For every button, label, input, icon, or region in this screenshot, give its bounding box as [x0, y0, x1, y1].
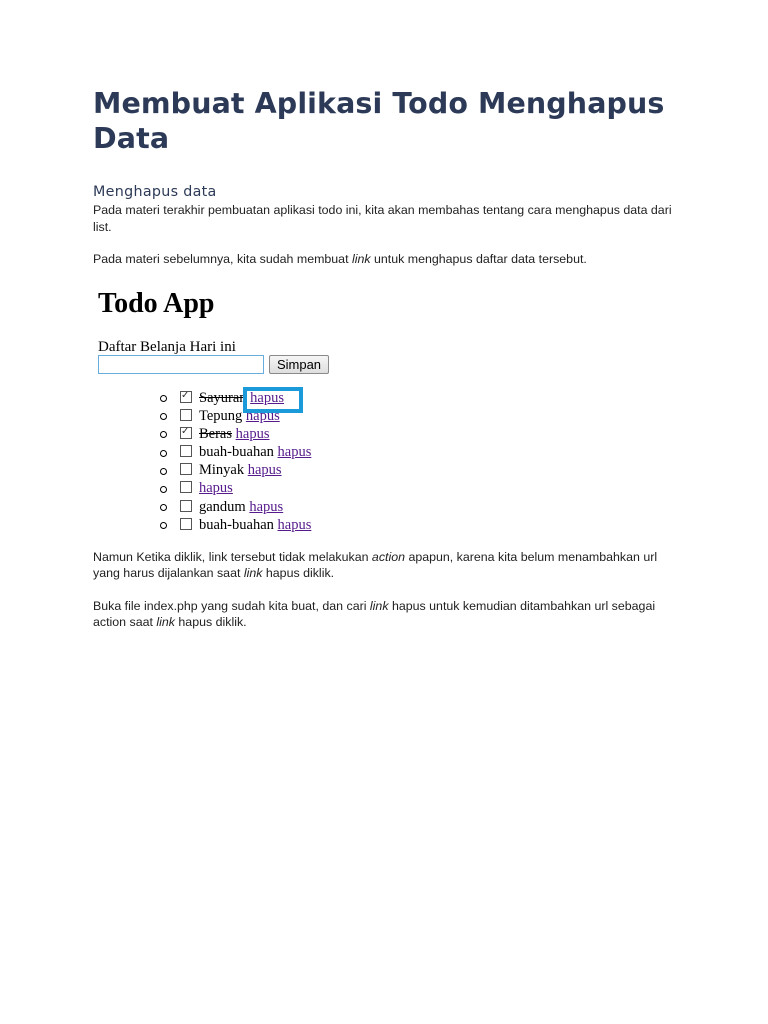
todo-item-text: buah-buahan [199, 444, 274, 461]
todo-item-body [199, 479, 233, 497]
todo-checkbox[interactable] [180, 500, 192, 512]
todo-item-text: buah-buahan [199, 516, 274, 533]
delete-link[interactable]: hapus [250, 389, 284, 406]
emphasis-text: link [156, 615, 175, 629]
paragraph-text: Buka file index.php yang sudah kita buat, dan cari [93, 598, 370, 613]
paragraph-text: Namun Ketika diklik, link tersebut tidak melakukan [93, 549, 372, 564]
delete-link[interactable]: hapus [199, 480, 233, 497]
paragraph-text: apapun, karena kita belum menambahkan url yang harus dijalankan saat [93, 549, 658, 580]
todo-checkbox[interactable] [180, 445, 192, 457]
bullet-icon [160, 486, 167, 493]
todo-item-body [199, 425, 269, 443]
todo-app-screenshot [93, 288, 353, 544]
bullet-icon [160, 413, 167, 420]
bullet-icon [160, 450, 167, 457]
save-button[interactable]: Simpan [269, 355, 329, 374]
bullet-icon [160, 395, 167, 402]
paragraph-text: hapus untuk kemudian ditambahkan url sebagai action saat [93, 598, 656, 629]
todo-checkbox[interactable] [180, 481, 192, 493]
delete-link[interactable]: hapus [277, 444, 312, 461]
intro-paragraph: Pada materi terakhir pembuatan aplikasi todo ini, kita akan membahas tentang cara menghapus data dari list. [93, 203, 672, 234]
todo-item-text: Sayuran [199, 389, 247, 406]
emphasis-text: link [243, 566, 263, 580]
paragraph-previous-material [93, 251, 683, 268]
emphasis-text: link [351, 252, 371, 266]
todo-item-body [199, 443, 311, 461]
bullet-icon [160, 522, 167, 529]
highlight-box [243, 387, 303, 413]
delete-link[interactable]: hapus [249, 498, 284, 515]
delete-link[interactable]: hapus [245, 407, 280, 424]
delete-link[interactable]: hapus [277, 516, 312, 533]
document-title: Membuat Aplikasi Todo Menghapus Data [93, 87, 665, 155]
checkmark-icon: ✓ [181, 425, 190, 437]
bullet-icon [160, 468, 167, 475]
todo-input[interactable] [98, 355, 264, 374]
todo-checkbox[interactable] [180, 427, 192, 439]
paragraph-action-explanation [93, 549, 683, 582]
paragraph-text: hapus diklik. [262, 566, 335, 580]
todo-item-body [199, 461, 282, 479]
delete-link[interactable]: hapus [247, 462, 282, 479]
todo-item-text: gandum [199, 498, 246, 515]
form-label: Daftar Belanja Hari ini [98, 338, 236, 355]
app-title: Todo App [98, 287, 215, 319]
paragraph-text: untuk menghapus daftar data tersebut. [370, 252, 587, 266]
todo-item-body [199, 516, 311, 534]
emphasis-text: link [369, 598, 389, 613]
emphasis-text: action [371, 549, 405, 564]
delete-link[interactable]: hapus [235, 425, 270, 442]
document-page [93, 86, 683, 631]
todo-checkbox[interactable] [180, 463, 192, 475]
todo-checkbox[interactable] [180, 409, 192, 421]
paragraph-open-file [93, 598, 683, 631]
todo-checkbox[interactable] [180, 391, 192, 403]
todo-item-body [199, 498, 283, 516]
todo-checkbox[interactable] [180, 518, 192, 530]
bullet-icon [160, 504, 167, 511]
checkmark-icon: ✓ [181, 389, 190, 401]
paragraph-text: hapus diklik. [174, 615, 247, 629]
todo-item-text: Beras [199, 425, 233, 442]
section-heading: Menghapus data [93, 184, 217, 200]
paragraph-text: Pada materi sebelumnya, kita sudah membuat [93, 252, 352, 266]
bullet-icon [160, 431, 167, 438]
todo-item-text: Minyak [199, 462, 245, 479]
todo-item-text: Tepung [199, 407, 243, 424]
